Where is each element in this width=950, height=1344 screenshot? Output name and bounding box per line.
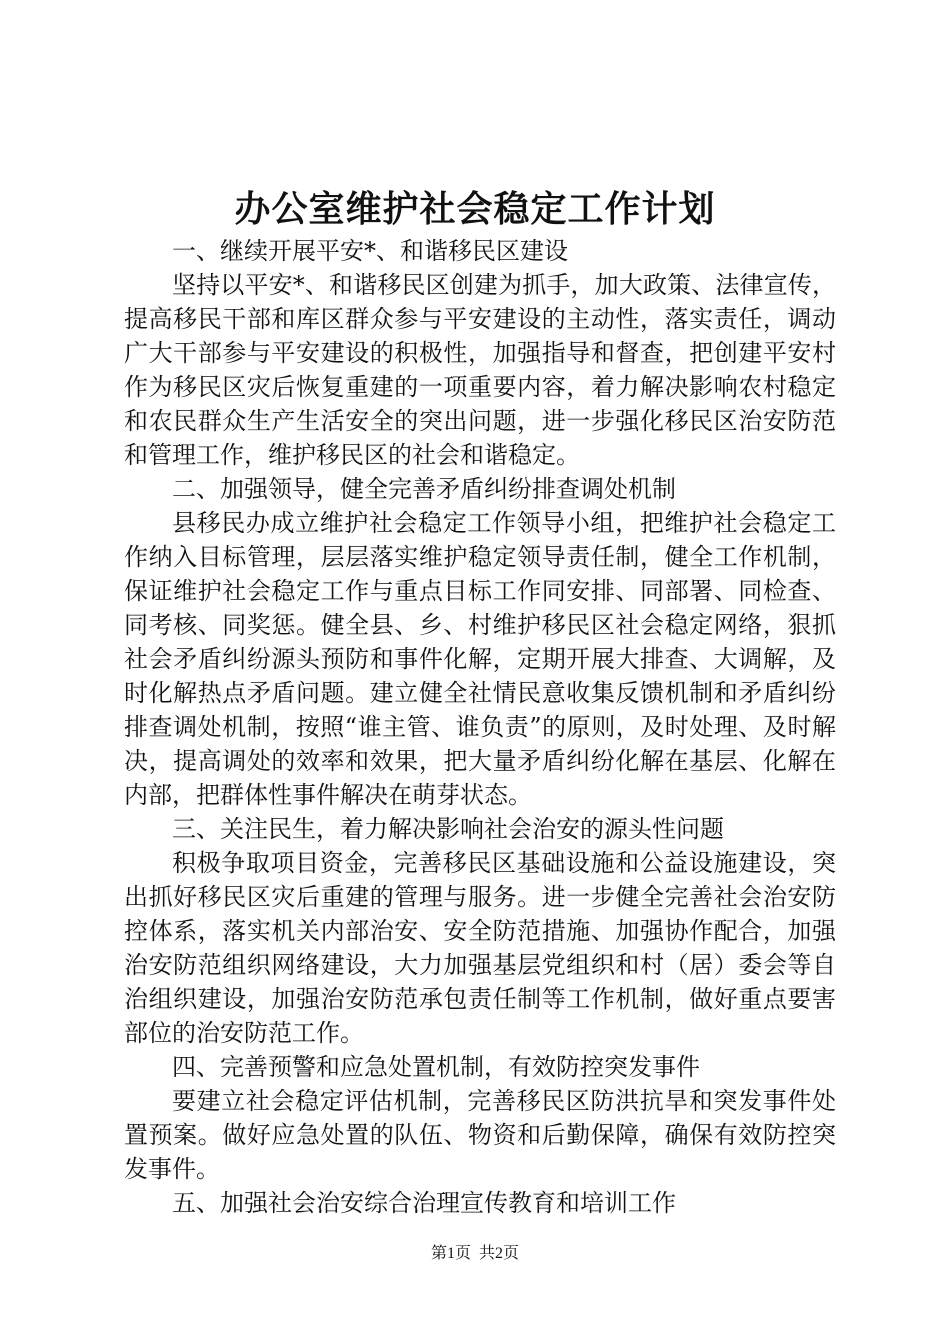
document-title: 办公室维护社会稳定工作计划: [234, 188, 716, 230]
section-heading-3: 三、关注民生，着力解决影响社会治安的源头性问题: [172, 815, 724, 843]
section-heading-2: 二、加强领导，健全完善矛盾纠纷排查调处机制: [172, 475, 676, 503]
page-number: 第1页: [430, 1245, 471, 1262]
section-paragraph-1: 坚持以平安*、和谐移民区创建为抓手，加大政策、法律宣传，提高移民干部和库区群众参与平安建设的主动性，落实责任，调动广大干部参与平安建设的积极性，加强指导和督查，把创建平安村作为移民区灾后恢复重建的一项重要内容，着力解决影响农村稳定和农民群众生产生活安全的突出问题，进一步强化移民区治安防范和管理工作，维护移民区的社会和谐稳定。: [124, 271, 836, 469]
document-body: [124, 234, 836, 1220]
section-paragraph-3: 积极争取项目资金，完善移民区基础设施和公益设施建设，突出抓好移民区灾后重建的管理与服务。进一步健全完善社会治安防控体系，落实机关内部治安、安全防范措施、加强协作配合，加强治安防范组织网络建设，大力加强基层党组织和村（居）委会等自治组织建设，加强治安防范承包责任制等工作机制，做好重点要害部位的治安防范工作。: [124, 849, 836, 1047]
section-paragraph-4: 要建立社会稳定评估机制，完善移民区防洪抗旱和突发事件处置预案。做好应急处置的队伍、物资和后勤保障，确保有效防控突发事件。: [124, 1087, 836, 1183]
page-total: 共2页: [479, 1245, 520, 1262]
section-heading-1: 一、继续开展平安*、和谐移民区建设: [172, 237, 568, 265]
section-heading-4: 四、完善预警和应急处置机制，有效防控突发事件: [172, 1053, 700, 1081]
section-paragraph-2: 县移民办成立维护社会稳定工作领导小组，把维护社会稳定工作纳入目标管理，层层落实维护稳定领导责任制，健全工作机制，保证维护社会稳定工作与重点目标工作同安排、同部署、同检查、同考核、同奖惩。健全县、乡、村维护移民区社会稳定网络，狠抓社会矛盾纠纷源头预防和事件化解，定期开展大排查、大调解，及时化解热点矛盾问题。建立健全社情民意收集反馈机制和矛盾纠纷排查调处机制，按照“谁主管、谁负责”的原则，及时处理、及时解决，提高调处的效率和效果，把大量矛盾纠纷化解在基层、化解在内部，把群体性事件解决在萌芽状态。: [124, 509, 836, 809]
section-heading-5: 五、加强社会治安综合治理宣传教育和培训工作: [172, 1189, 676, 1217]
page-footer: [0, 1243, 950, 1265]
